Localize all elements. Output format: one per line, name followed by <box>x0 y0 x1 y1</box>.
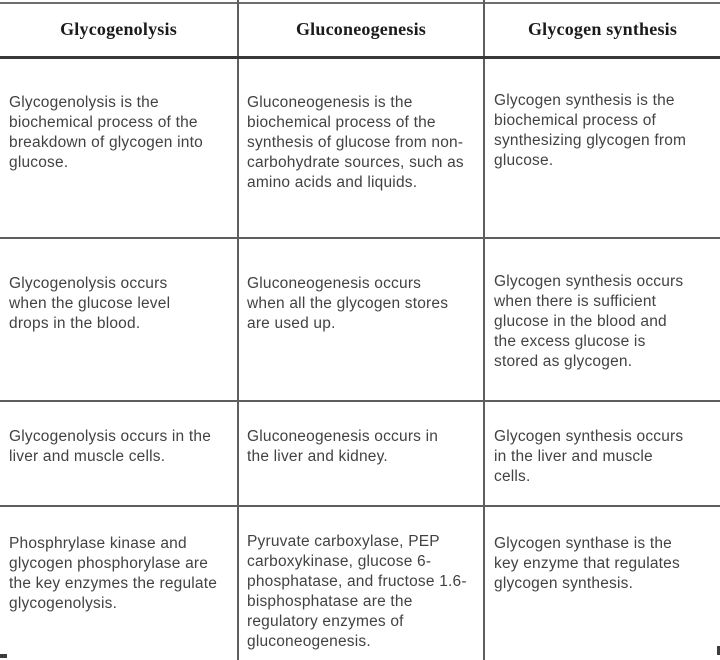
cell-location-glycogenolysis: Glycogenolysis occurs in the liver and muscle cells. <box>9 428 212 465</box>
column-header-gluconeogenesis: Gluconeogenesis <box>295 19 426 39</box>
cell-enzymes-glycogenolysis: Phosphrylase kinase and glycogen phosphorylase are the key enzymes the regulate glycogenolysis. <box>9 535 218 612</box>
cropped-border-artifact-left <box>0 654 7 658</box>
cell-location-gluconeogenesis: Gluconeogenesis occurs in the liver and kidney. <box>247 428 439 465</box>
cell-trigger-glycogen-synthesis: Glycogen synthesis occurs when there is sufficient glucose in the blood and the excess glucose is stored as glycogen. <box>494 273 684 370</box>
column-header-glycogen-synthesis: Glycogen synthesis <box>527 19 678 39</box>
cell-enzymes-glycogen-synthesis: Glycogen synthase is the key enzyme that regulates glycogen synthesis. <box>494 535 680 592</box>
cell-definition-glycogenolysis: Glycogenolysis is the biochemical process of the breakdown of glycogen into glucose. <box>9 94 203 171</box>
cell-trigger-glycogenolysis: Glycogenolysis occurs when the glucose level drops in the blood. <box>9 275 171 332</box>
row-divider-2 <box>0 400 720 402</box>
column-divider-2 <box>483 0 485 660</box>
column-header-glycogenolysis: Glycogenolysis <box>60 19 177 39</box>
column-divider-1 <box>237 0 239 660</box>
row-divider-3 <box>0 505 720 507</box>
cell-trigger-gluconeogenesis: Gluconeogenesis occurs when all the glycogen stores are used up. <box>247 275 449 332</box>
row-divider-1 <box>0 237 720 239</box>
cell-definition-gluconeogenesis: Gluconeogenesis is the biochemical process of the synthesis of glucose from non-carbohydrate sources, such as amino acids and liquids. <box>247 94 464 191</box>
cell-definition-glycogen-synthesis: Glycogen synthesis is the biochemical process of synthesizing glycogen from glucose. <box>494 92 687 169</box>
cell-location-glycogen-synthesis: Glycogen synthesis occurs in the liver and muscle cells. <box>494 428 684 485</box>
cell-enzymes-gluconeogenesis: Pyruvate carboxylase, PEP carboxykinase, glucose 6-phosphatase, and fructose 1.6-bisphosphatase are the regulatory enzymes of gluconeogenesis. <box>247 533 467 650</box>
